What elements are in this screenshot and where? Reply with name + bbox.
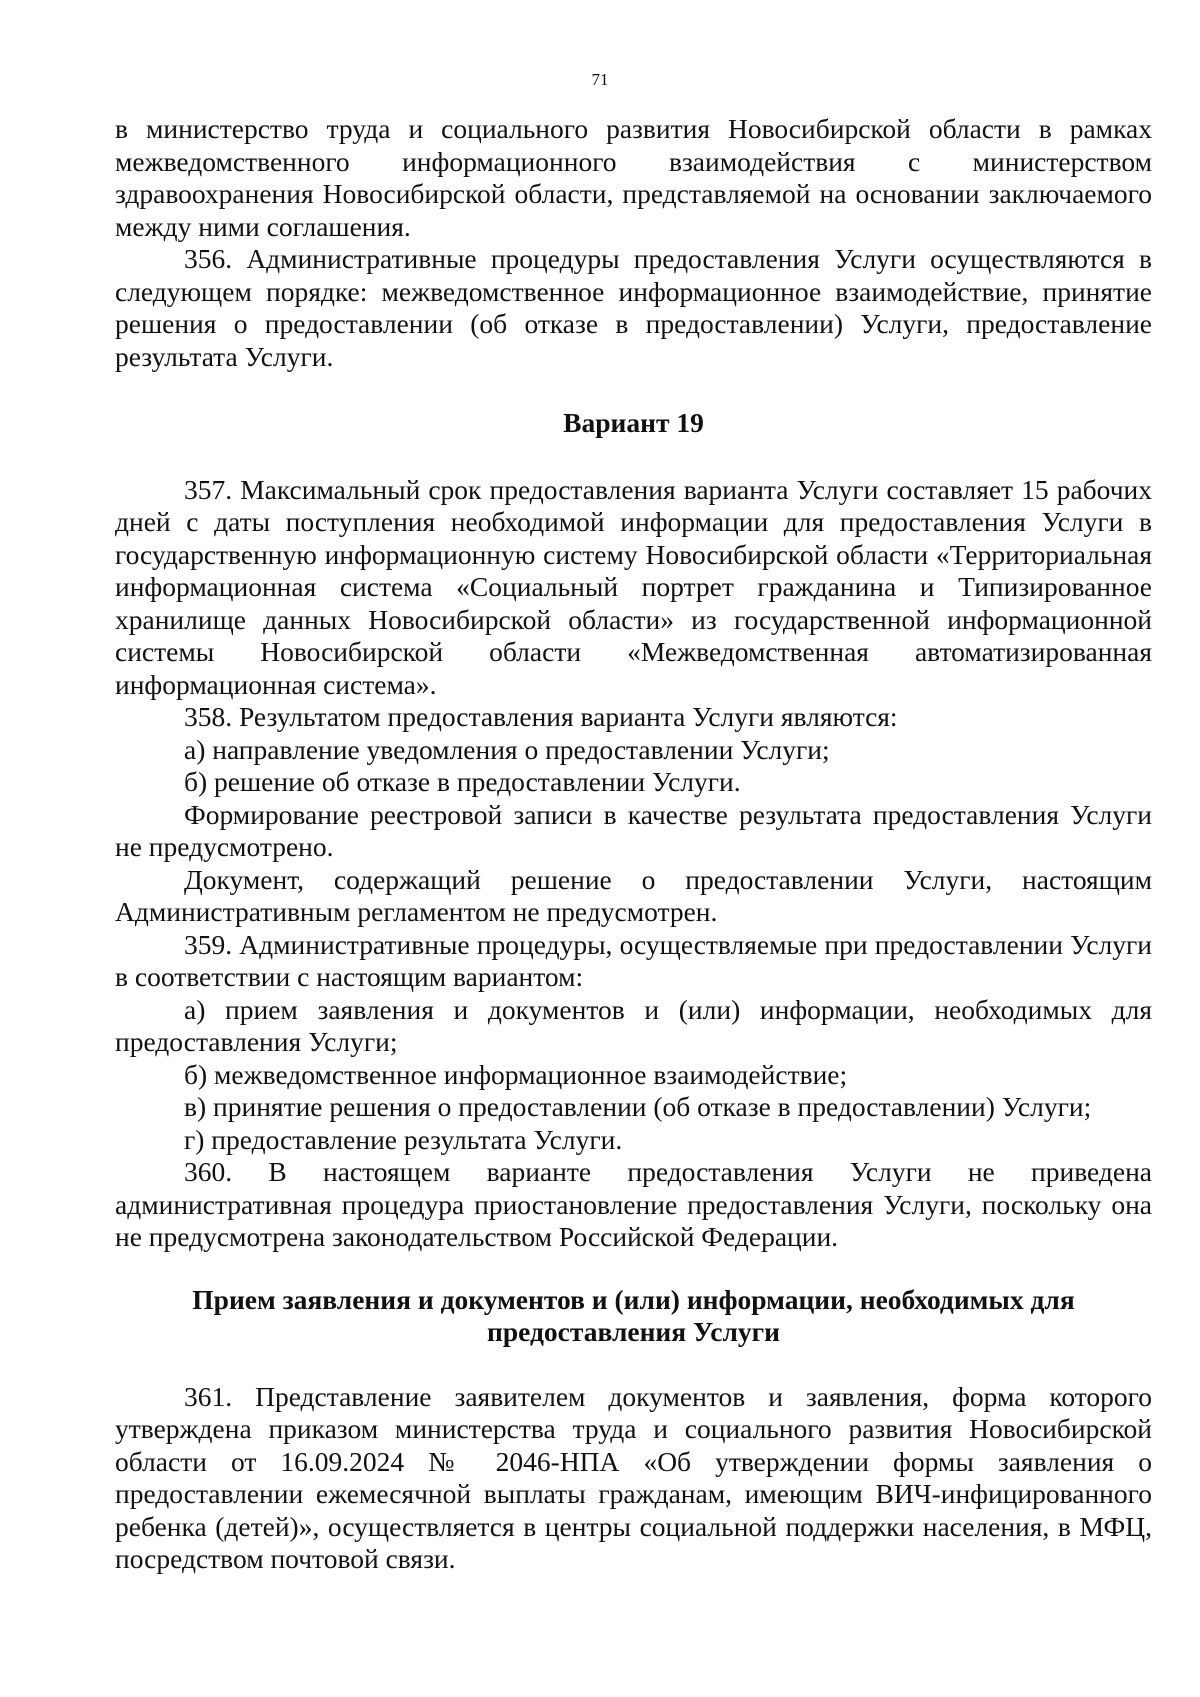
page-content	[115, 113, 1152, 1576]
paragraph-356: 356. Административные процедуры предоставления Услуги осуществляются в следующем порядке: межведомственное информационное взаимодействие, принятие решения о предоставлении (об отказе в предоставлении) Услуги, предоставление результата Услуги.	[115, 243, 1152, 372]
paragraph-357: 357. Максимальный срок предоставления варианта Услуги составляет 15 рабочих дней с даты поступления необходимой информации для предоставления Услуги в государственную информационную систему Новосибирской области «Территориальная информационная система «Социальный портрет гражданина и Типизированное хранилище данных Новосибирской области» из государственной информационной системы Новосибирской области «Межведомственная автоматизированная информационная система».	[115, 473, 1152, 700]
list-item-358-b: б) решение об отказе в предоставлении Услуги.	[184, 766, 741, 797]
section-heading-line-1: Прием заявления и документов и (или) информации, необходимых для	[192, 1283, 1075, 1315]
paragraph-359: 359. Административные процедуры, осуществляемые при предоставлении Услуги в соответствии с настоящим вариантом:	[115, 928, 1152, 992]
paragraph-registry-record: Формирование реестровой записи в качестве результата предоставления Услуги не предусмотрено.	[115, 798, 1152, 862]
paragraph-360: 360. В настоящем варианте предоставления Услуги не приведена административная процедура приостановление предоставления Услуги, поскольку она не предусмотрена законодательством Российской Федерации.	[115, 1156, 1152, 1252]
list-item-358-a: а) направление уведомления о предоставлении Услуги;	[184, 733, 830, 765]
paragraph-361: 361. Представление заявителем документов и заявления, форма которого утверждена приказом министерства труда и социального развития Новосибирской области от 16.09.2024 № 2046-НПА «Об утверждении формы заявления о предоставлении ежемесячной выплаты гражданам, имеющим ВИЧ-инфицированного ребенка (детей)», осуществляется в центры социальной поддержки населения, в МФЦ, посредством почтовой связи.	[115, 1380, 1152, 1574]
list-item-359-c: в) принятие решения о предоставлении (об отказе в предоставлении) Услуги;	[184, 1091, 1092, 1122]
list-item-359-b: б) межведомственное информационное взаимодействие;	[184, 1058, 848, 1090]
list-item-359-d: г) предоставление результата Услуги.	[184, 1123, 623, 1155]
paragraph-decision-document: Документ, содержащий решение о предоставлении Услуги, настоящим Административным регламентом не предусмотрен.	[115, 863, 1152, 927]
page-number: 71	[591, 70, 609, 89]
section-heading-line-2: предоставления Услуги	[487, 1316, 780, 1347]
continuation-paragraph: в министерство труда и социального развития Новосибирской области в рамках межведомственного информационного взаимодействия с министерством здравоохранения Новосибирской области, представляемой на основании заключаемого между ними соглашения.	[115, 113, 1152, 242]
list-item-359-a: а) прием заявления и документов и (или) информации, необходимых для предоставления Услуги;	[115, 993, 1152, 1057]
section-heading	[115, 1284, 1152, 1349]
variant-heading: Вариант 19	[563, 407, 704, 438]
paragraph-358: 358. Результатом предоставления варианта Услуги являются:	[184, 701, 898, 732]
